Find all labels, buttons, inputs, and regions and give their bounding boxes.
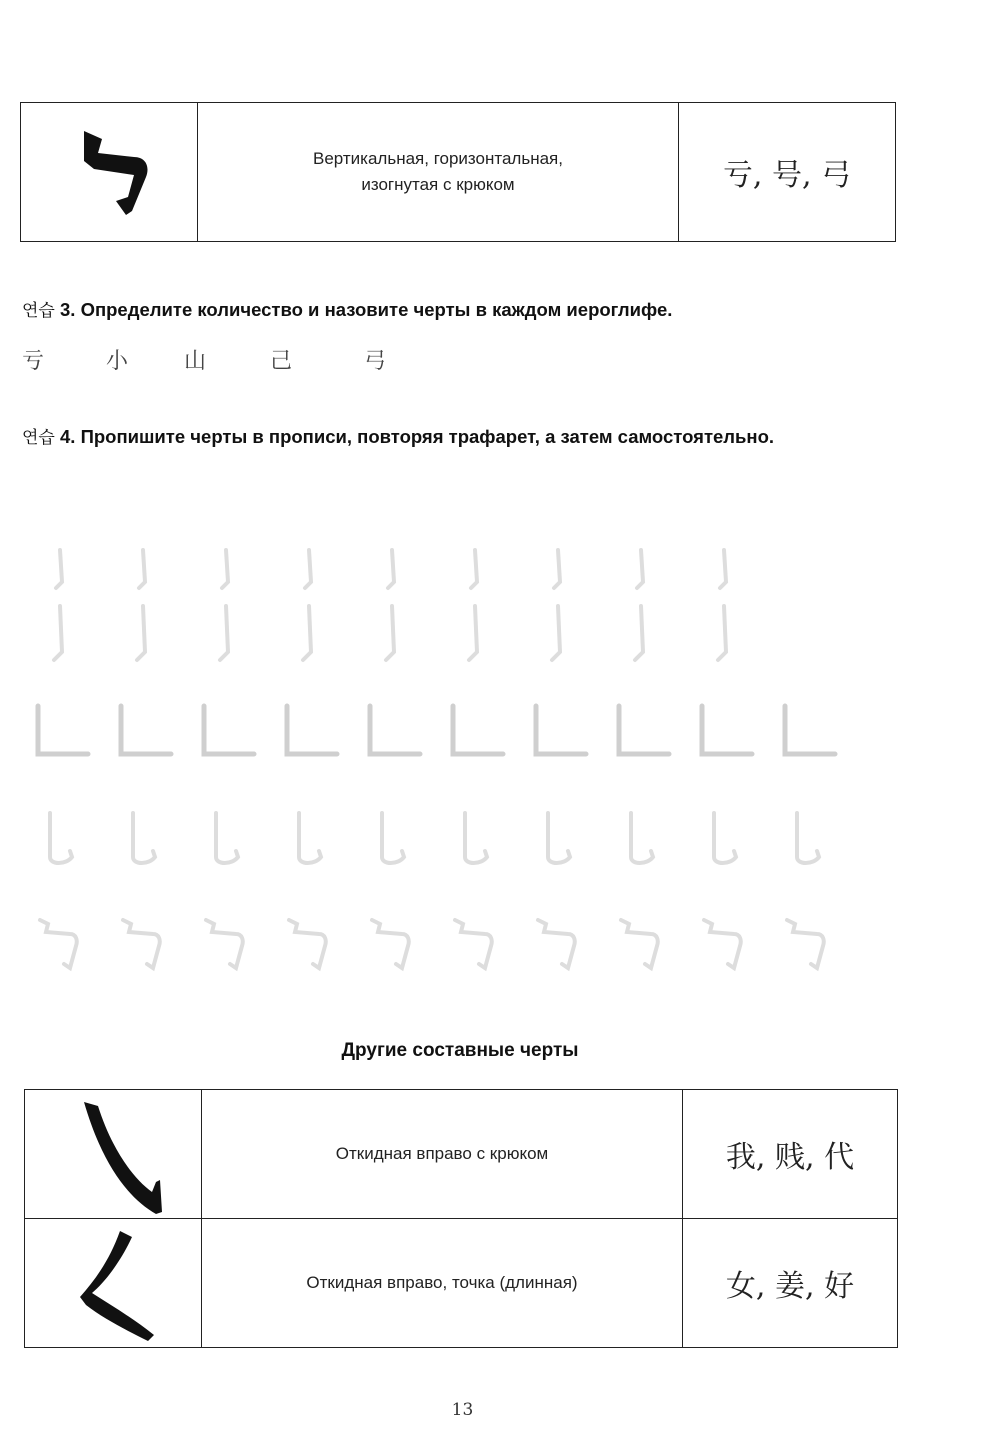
practice-stroke-vertical-hook-tall	[386, 606, 394, 660]
practice-stroke-vertical-bent-hook	[382, 813, 404, 863]
practice-stroke-vertical-hook-tall	[552, 606, 560, 660]
practice-stroke-vertical-hook	[720, 550, 726, 588]
stroke-row	[25, 1219, 898, 1348]
character: 小	[106, 349, 129, 374]
practice-stroke-vertical-horizontal-bent-hook	[704, 920, 741, 968]
practice-stroke-vertical-bent-hook	[50, 813, 72, 863]
stroke-description	[198, 103, 679, 242]
practice-stroke-vertical-horizontal	[619, 706, 669, 754]
practice-stroke-vertical-horizontal	[370, 706, 420, 754]
stroke-examples: 女, 姜, 好	[683, 1219, 898, 1348]
practice-stroke-vertical-horizontal	[121, 706, 171, 754]
practice-stroke-vertical-hook-tall	[220, 606, 228, 660]
exercise-prefix: 연습	[22, 301, 55, 321]
practice-stroke-vertical-horizontal	[702, 706, 752, 754]
practice-stroke-vertical-bent-hook	[631, 813, 653, 863]
stroke-row	[21, 103, 896, 242]
practice-stroke-vertical-bent-hook	[714, 813, 736, 863]
slanting-hook-stroke-icon	[58, 1094, 168, 1214]
stroke-glyph-cell	[25, 1090, 202, 1219]
practice-stroke-vertical-horizontal	[536, 706, 586, 754]
stroke-glyph-cell	[25, 1219, 202, 1348]
exercise-prefix: 연습	[22, 428, 55, 448]
practice-stroke-vertical-horizontal	[287, 706, 337, 754]
stroke-description: Откидная вправо с крюком	[202, 1090, 683, 1219]
practice-stroke-vertical-hook	[637, 550, 643, 588]
practice-stroke-vertical-horizontal-bent-hook	[787, 920, 824, 968]
stroke-table-bottom	[24, 1089, 898, 1348]
exercise-4-heading	[22, 423, 774, 448]
stroke-examples: 我, 贱, 代	[683, 1090, 898, 1219]
practice-stroke-vertical-horizontal	[38, 706, 88, 754]
practice-stroke-vertical-bent-hook	[465, 813, 487, 863]
practice-stroke-vertical-hook-tall	[469, 606, 477, 660]
practice-stroke-vertical-bent-hook	[133, 813, 155, 863]
exercise-3-heading	[22, 296, 672, 321]
practice-stroke-vertical-horizontal	[453, 706, 503, 754]
page-number: 13	[451, 1400, 474, 1420]
character: 山	[184, 349, 207, 374]
character: 弓	[364, 349, 387, 374]
practice-stroke-vertical-hook-tall	[137, 606, 145, 660]
stroke-table-top	[20, 102, 896, 242]
practice-stroke-vertical-horizontal-bent-hook	[538, 920, 575, 968]
character: 亏	[22, 349, 45, 374]
practice-grid	[30, 500, 850, 990]
practice-stroke-vertical-bent-hook	[548, 813, 570, 863]
description-line: Вертикальная, горизонтальная,	[313, 149, 563, 168]
practice-stroke-vertical-hook	[139, 550, 145, 588]
practice-stroke-vertical-bent-hook	[299, 813, 321, 863]
practice-stroke-vertical-hook	[471, 550, 477, 588]
practice-stroke-vertical-horizontal-bent-hook	[621, 920, 658, 968]
practice-stroke-vertical-horizontal-bent-hook	[289, 920, 326, 968]
practice-stroke-vertical-horizontal-bent-hook	[123, 920, 160, 968]
practice-stroke-vertical-horizontal-bent-hook	[40, 920, 77, 968]
practice-strokes	[30, 500, 850, 990]
practice-stroke-vertical-hook	[305, 550, 311, 588]
stroke-row	[25, 1090, 898, 1219]
description-line: изогнутая с крюком	[361, 175, 515, 194]
exercise-3-characters	[22, 344, 422, 378]
practice-stroke-vertical-hook	[222, 550, 228, 588]
stroke-examples: 亏, 号, 弓	[679, 103, 896, 242]
practice-stroke-vertical-horizontal	[204, 706, 254, 754]
practice-stroke-vertical-horizontal	[785, 706, 835, 754]
exercise-title: 4. Пропишите черты в прописи, повторяя трафарет, а затем самостоятельно.	[60, 426, 775, 447]
practice-stroke-vertical-hook-tall	[54, 606, 62, 660]
character: 己	[270, 349, 293, 374]
left-falling-dot-stroke-icon	[58, 1223, 168, 1343]
practice-stroke-vertical-bent-hook	[797, 813, 819, 863]
vertical-horizontal-bent-hook-stroke-icon	[54, 117, 164, 227]
practice-stroke-vertical-hook-tall	[635, 606, 643, 660]
practice-stroke-vertical-horizontal-bent-hook	[206, 920, 243, 968]
practice-stroke-vertical-hook-tall	[303, 606, 311, 660]
practice-stroke-vertical-hook	[388, 550, 394, 588]
practice-stroke-vertical-horizontal-bent-hook	[455, 920, 492, 968]
stroke-glyph-cell	[21, 103, 198, 242]
section-title: Другие составные черты	[341, 1040, 579, 1061]
practice-stroke-vertical-hook	[56, 550, 62, 588]
practice-stroke-vertical-hook-tall	[718, 606, 726, 660]
stroke-description: Откидная вправо, точка (длинная)	[202, 1219, 683, 1348]
practice-stroke-vertical-hook	[554, 550, 560, 588]
practice-stroke-vertical-horizontal-bent-hook	[372, 920, 409, 968]
practice-stroke-vertical-bent-hook	[216, 813, 238, 863]
exercise-title: 3. Определите количество и назовите черты в каждом иероглифе.	[60, 299, 673, 320]
